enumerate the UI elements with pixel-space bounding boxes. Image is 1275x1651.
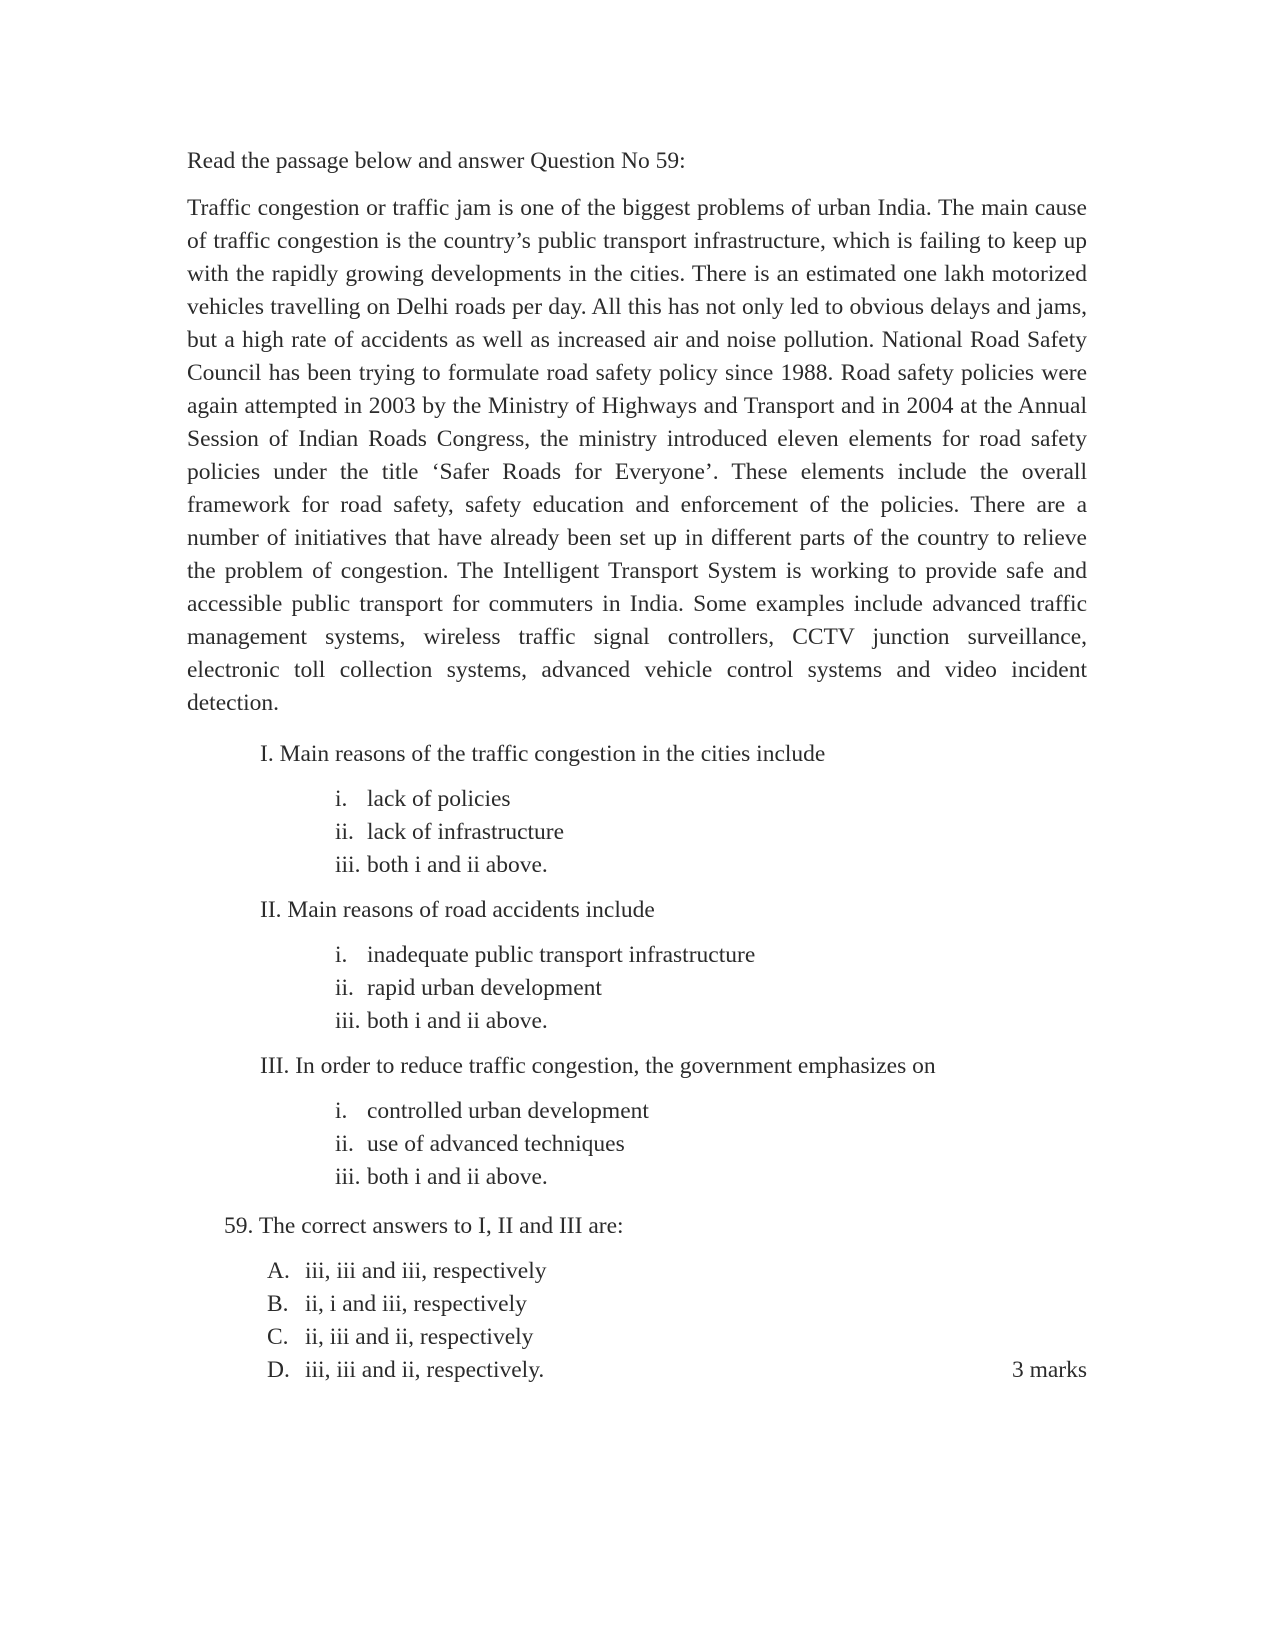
answer-text: iii, iii and ii, respectively.: [305, 1357, 545, 1383]
sub-option-text: lack of infrastructure: [367, 819, 565, 845]
sub-option: [335, 972, 1087, 1005]
question-59: 59. The correct answers to I, II and III are:: [224, 1213, 624, 1239]
sub-option-number: iii.: [335, 1008, 361, 1034]
document-page: [187, 145, 1087, 1387]
answer-option-b: [267, 1288, 1087, 1321]
sub-option-number: ii.: [335, 975, 354, 1001]
statement-2: [260, 894, 1087, 927]
sub-option: [335, 849, 1087, 882]
sub-option-text: controlled urban development: [367, 1098, 649, 1124]
answer-letter: D.: [267, 1357, 290, 1383]
sub-option: [335, 1005, 1087, 1038]
answer-text: iii, iii and iii, respectively: [305, 1258, 547, 1284]
answer-letter: A.: [267, 1258, 290, 1284]
sub-option-text: rapid urban development: [367, 975, 602, 1001]
sub-option-text: both i and ii above.: [367, 852, 548, 878]
answer-text: ii, iii and ii, respectively: [305, 1324, 534, 1350]
sub-option-number: iii.: [335, 852, 361, 878]
sub-option: [335, 816, 1087, 849]
statement-heading: II. Main reasons of road accidents include: [260, 897, 655, 923]
answer-option-a: [267, 1255, 1087, 1288]
statement-1-options: [187, 783, 1087, 882]
statement-heading: III. In order to reduce traffic congestion, the government emphasizes on: [260, 1053, 936, 1079]
sub-option-number: ii.: [335, 819, 354, 845]
sub-option-number: iii.: [335, 1164, 361, 1190]
answer-letter: B.: [267, 1291, 289, 1317]
instruction-text: Read the passage below and answer Question No 59:: [187, 148, 686, 174]
statement-2-options: [187, 939, 1087, 1038]
sub-option: [335, 1128, 1087, 1161]
marks-label: 3 marks: [1011, 1357, 1087, 1383]
statement-3: [260, 1050, 1087, 1083]
sub-option-text: both i and ii above.: [367, 1164, 548, 1190]
sub-option: [335, 1095, 1087, 1128]
sub-option-text: use of advanced techniques: [367, 1131, 625, 1157]
sub-option: [335, 783, 1087, 816]
sub-option-number: i.: [335, 786, 348, 812]
statement-3-options: [187, 1095, 1087, 1194]
answer-letter: C.: [267, 1324, 289, 1350]
sub-option-number: ii.: [335, 1131, 354, 1157]
answer-option-c: [267, 1321, 1087, 1354]
answer-option-d: [267, 1354, 1087, 1387]
sub-option: [335, 939, 1087, 972]
statement-heading: I. Main reasons of the traffic congestion in the cities include: [260, 741, 826, 767]
sub-option-number: i.: [335, 942, 348, 968]
statement-1: [260, 738, 1087, 771]
answer-options: [187, 1255, 1087, 1387]
passage-text: Traffic congestion or traffic jam is one of the biggest problems of urban India. The main cause of traffic congestion is the country’s public transport infrastructure, which is failing to keep up with the rapidly growing developments in the cities. There is an estimated one lakh motorized vehicles travelling on Delhi roads per day. All this has not only led to obvious delays and jams, but a high rate of accidents as well as increased air and noise pollution. National Road Safety Council has been trying to formulate road safety policy since 1988. Road safety policies were again attempted in 2003 by the Ministry of Highways and Transport and in 2004 at the Annual Session of Indian Roads Congress, the ministry introduced eleven elements for road safety policies under the title ‘Safer Roads for Everyone’. These elements include the overall framework for road safety, safety education and enforcement of the policies. There are a number of initiatives that have already been set up in different parts of the country to relieve the problem of congestion. The Intelligent Transport System is working to provide safe and accessible public transport for commuters in India. Some examples include advanced traffic management systems, wireless traffic signal controllers, CCTV junction surveillance, electronic toll collection systems, advanced vehicle control systems and video incident detection.: [187, 195, 1087, 716]
sub-option-text: inadequate public transport infrastructure: [367, 942, 756, 968]
sub-option-number: i.: [335, 1098, 348, 1124]
answer-text: ii, i and iii, respectively: [305, 1291, 527, 1317]
sub-option: [335, 1161, 1087, 1194]
sub-option-text: lack of policies: [367, 786, 511, 812]
sub-option-text: both i and ii above.: [367, 1008, 548, 1034]
